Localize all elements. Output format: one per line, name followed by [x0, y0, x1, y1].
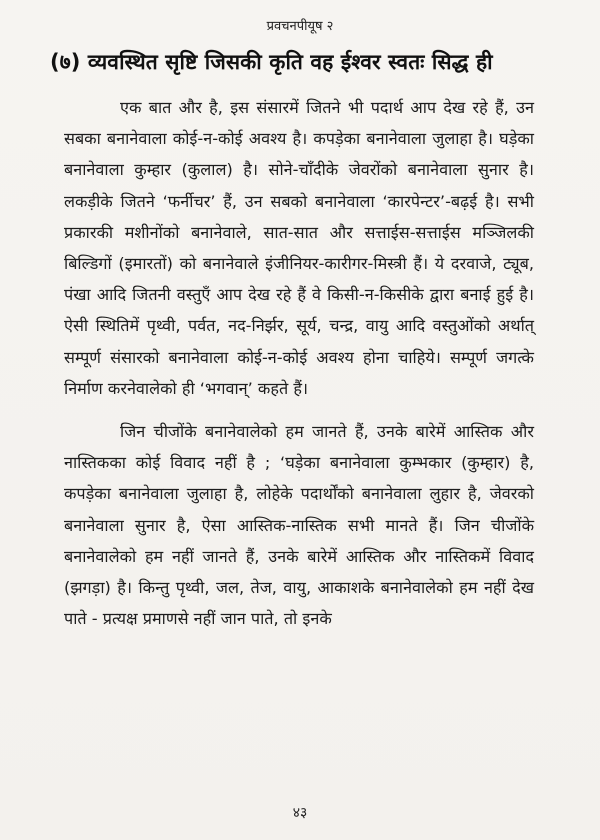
body-text [64, 92, 534, 634]
page-number: ४३ [292, 805, 308, 821]
paragraph-2: जिन चीजोंके बनानेवालेको हम जानते हैं, उनके बारेमें आस्तिक और नास्तिकका कोई विवाद नहीं है ; ‘घड़ेका बनानेवाला कुम्भकार (कुम्हार) है, कपड़ेका बनानेवाला जुलाहा है, लोहेके पदार्थोंको बनानेवाला लुहार है, जेवरको बनानेवाला सुनार है, ऐसा आस्तिक-नास्तिक सभी मानते हैं। जिन चीजोंके बनानेवालेको हम नहीं जानते हैं, उनके बारेमें आस्तिक और नास्तिकमें विवाद (झगड़ा) है। किन्तु पृथ्वी, जल, तेज, वायु, आकाशके बनानेवालेको हम नहीं देख पाते - प्रत्यक्ष प्रमाणसे नहीं जान पाते, तो इनके [64, 422, 534, 629]
paragraph-1: एक बात और है, इस संसारमें जितने भी पदार्थ आप देख रहे हैं, उन सबका बनानेवाला कोई-न-कोई अवश्य है। कपड़ेका बनानेवाला जुलाहा है। घड़ेका बनानेवाला कुम्हार (कुलाल) है। सोने-चाँदीके जेवरोंको बनानेवाला सुनार है। लकड़ीके जितने ‘फर्नीचर’ हैं, उन सबको बनानेवाला ‘कारपेन्टर’-बढ़ई है। सभी प्रकारकी मशीनोंको बनानेवाले, सात-सात और सत्ताईस-सत्ताईस मञ्जिलकी बिल्डिगों (इमारतों) को बनानेवाले इंजीनियर-कारीगर-मिस्त्री हैं। ये दरवाजे, ट्यूब, पंखा आदि जितनी वस्तुएँ आप देख रहे हैं वे किसी-न-किसीके द्वारा बनाई हुई है। ऐसी स्थितिमें पृथ्वी, पर्वत, नद-निर्झर, सूर्य, चन्द्र, वायु आदि वस्तुओंको अर्थात् सम्पूर्ण संसारको बनानेवाला कोई-न-कोई अवश्य होना चाहिये। सम्पूर्ण जगत्के निर्माण करनेवालेको ही ‘भगवान्’ कहते हैं। [64, 98, 534, 398]
section-heading: (७) व्यवस्थित सृष्टि जिसकी कृति वह ईश्वर स्वतः सिद्ध ही [50, 50, 493, 74]
running-header: प्रवचनपीयूष २ [266, 19, 334, 34]
